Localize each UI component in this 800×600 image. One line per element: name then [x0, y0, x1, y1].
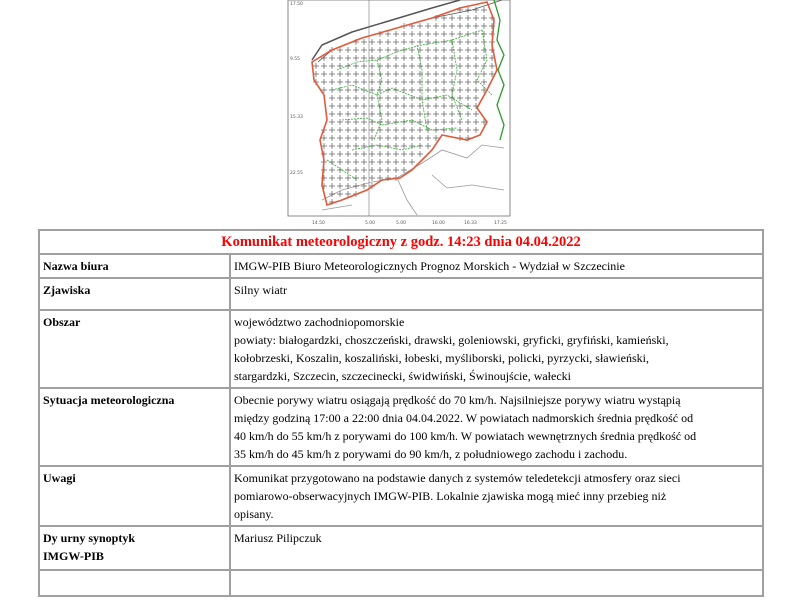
area-label: Obszar — [39, 310, 230, 388]
warning-map — [282, 0, 514, 228]
forecaster-label — [39, 526, 230, 570]
lat-label: 9.55 — [290, 57, 301, 62]
situation-line: między godziną 17:00 a 22:00 dnia 04.04.2022. W powiatach nadmorskich średnia prędkość od — [234, 411, 694, 425]
office-value: IMGW-PIB Biuro Meteorologicznych Prognoz Morskich - Wydział w Szczecinie — [230, 254, 763, 278]
remarks-line: pomiarowo-obserwacyjnych IMGW-PIB. Lokalnie zjawiska mogą mieć inny przebieg niż — [234, 489, 667, 503]
phenomena-label: Zjawiska — [39, 278, 230, 310]
lon-label: 5.00 — [396, 221, 407, 226]
remarks-line: Komunikat przygotowano na podstawie danych z systemów teledetekcji atmosfery oraz sieci — [234, 471, 681, 485]
report-title: Komunikat meteorologiczny z godz. 14:23 dnia 04.04.2022 — [39, 230, 763, 254]
lon-label: 16.33 — [464, 221, 477, 226]
situation-line: Obecnie porywy wiatru osiągają prędkość do 70 km/h. Najsilniejsze porywy wiatru wystąpią — [234, 393, 681, 407]
area-value — [230, 310, 763, 388]
empty-cell — [230, 570, 763, 596]
lon-label: 17.25 — [494, 221, 507, 226]
situation-line: 40 km/h do 55 km/h z porywami do 100 km/h. W powiatach wewnętrznych średnia prędkość od — [234, 429, 697, 443]
empty-cell — [39, 570, 230, 596]
situation-label: Sytuacja meteorologiczna — [39, 388, 230, 466]
map-svg — [282, 0, 514, 228]
situation-value — [230, 388, 763, 466]
lat-label: 15.33 — [290, 115, 303, 120]
forecaster-label-line: Dy urny synoptyk — [43, 531, 136, 545]
table-row — [39, 466, 763, 526]
lon-label: 16.00 — [432, 221, 445, 226]
remarks-value — [230, 466, 763, 526]
area-line: stargardzki, Szczecin, szczecinecki, świdwiński, Świnoujście, wałecki — [234, 369, 572, 383]
situation-line: 35 km/h do 45 km/h z porywami do 90 km/h, z południowego zachodu i zachodu. — [234, 447, 628, 461]
area-line: województwo zachodniopomorskie — [234, 315, 405, 329]
table-row — [39, 526, 763, 570]
title-row — [39, 230, 763, 254]
table-row — [39, 254, 763, 278]
remarks-line: opisany. — [234, 507, 274, 521]
report-table — [38, 229, 764, 597]
table-row — [39, 388, 763, 466]
phenomena-value: Silny wiatr — [230, 278, 763, 310]
lon-label: 14.50 — [312, 221, 325, 226]
lon-label: 5.00 — [365, 221, 376, 226]
area-line: kołobrzeski, Koszalin, koszaliński, łobeski, myśliborski, policki, pyrzycki, sławieński, — [234, 351, 649, 365]
office-label: Nazwa biura — [39, 254, 230, 278]
forecaster-value: Mariusz Pilipczuk — [230, 526, 763, 570]
lat-label: 22.55 — [290, 171, 303, 176]
table-row — [39, 310, 763, 388]
forecaster-label-line: IMGW-PIB — [43, 549, 104, 563]
table-row — [39, 278, 763, 310]
lat-label: 17.50 — [290, 2, 303, 7]
remarks-label: Uwagi — [39, 466, 230, 526]
area-line: powiaty: białogardzki, choszczeński, drawski, goleniowski, gryficki, gryfiński, kamieński, — [234, 333, 669, 347]
table-row — [39, 570, 763, 596]
